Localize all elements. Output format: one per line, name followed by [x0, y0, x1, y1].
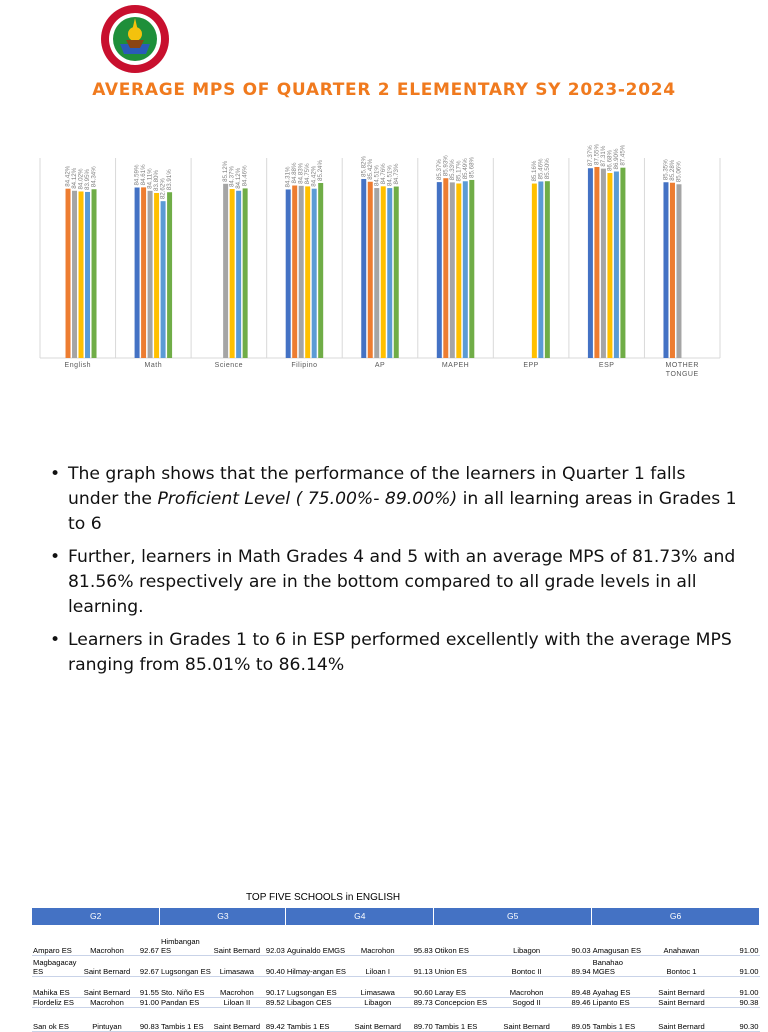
table-row [32, 976, 760, 997]
data-label: 83.95% [84, 168, 92, 190]
bar [620, 168, 625, 358]
bar [141, 187, 146, 358]
data-label: 84.46% [241, 165, 249, 187]
data-label: 85.50% [543, 158, 551, 180]
bar [79, 191, 84, 358]
bar [607, 173, 612, 358]
district-cell: Sogod II [492, 997, 562, 1007]
mps-score-cell: 89.94 [562, 955, 592, 976]
data-label: 84.42% [64, 165, 72, 187]
data-label: 84.31% [284, 166, 292, 188]
bar [588, 168, 593, 358]
mps-score-cell: 89.52 [262, 997, 286, 1007]
data-label: 87.31% [599, 145, 607, 167]
district-cell: Macrohon [82, 925, 132, 955]
header-g5: G5 [434, 908, 592, 925]
mps-score-cell: 92.03 [262, 925, 286, 955]
data-label: 85.82% [360, 155, 368, 177]
data-label: 84.51% [386, 165, 394, 187]
bar [92, 189, 97, 358]
bar [614, 171, 619, 358]
school-name-cell: Pandan ES [160, 997, 212, 1007]
category-label: MOTHER [665, 362, 699, 369]
mps-score-cell: 90.40 [262, 955, 286, 976]
data-label: 85.28% [668, 159, 676, 181]
district-cell: Limasawa [348, 976, 408, 997]
mps-score-cell: 89.70 [408, 1007, 434, 1031]
bar [148, 191, 153, 358]
data-label: 85.33% [448, 159, 456, 181]
proficient-level-text: Proficient Level ( 75.00%- 89.00%) [157, 489, 458, 509]
data-label: 87.45% [619, 144, 627, 166]
district-cell: Saint Bernard [82, 955, 132, 976]
district-cell: Pintuyan [82, 1007, 132, 1031]
district-cell: Macrohon [82, 997, 132, 1007]
category-label: AP [374, 362, 386, 369]
school-name-cell: Tambis 1 ES [160, 1007, 212, 1031]
bar [670, 183, 675, 358]
mps-score-cell: 89.46 [562, 997, 592, 1007]
data-label: 85.24% [317, 160, 325, 182]
finding-text-end: in all learning areas in Grades 1 to 6 [68, 489, 737, 534]
data-label: 84.34% [90, 166, 98, 188]
bar [312, 189, 317, 358]
data-label: 85.49% [461, 158, 469, 180]
data-label: 84.59% [133, 164, 141, 186]
district-cell: Liloan I [348, 955, 408, 976]
data-label: 84.75% [304, 163, 312, 185]
data-label: 84.88% [291, 162, 299, 184]
bar [594, 167, 599, 358]
district-cell: Macrohon [492, 976, 562, 997]
data-label: 85.35% [662, 159, 670, 181]
mps-score-cell: 89.05 [562, 1007, 592, 1031]
table-row [32, 997, 760, 1007]
mps-bar-chart [0, 140, 768, 380]
school-name-cell: Tambis 1 ES [286, 1007, 348, 1031]
school-name-cell: Amagusan ES [592, 925, 644, 955]
school-name-cell: Flordeliz ES [32, 997, 82, 1007]
mps-score-cell: 89.42 [262, 1007, 286, 1031]
findings-list [50, 462, 740, 686]
mps-score-cell: 91.00 [719, 955, 759, 976]
mps-score-cell: 90.60 [408, 976, 434, 997]
school-name-cell: Union ES [434, 955, 492, 976]
bar [305, 186, 310, 358]
bar [361, 179, 366, 358]
header-g6: G6 [592, 908, 760, 925]
top-schools-table [32, 908, 760, 1032]
mps-score-cell: 91.13 [408, 955, 434, 976]
data-label: 85.12% [222, 160, 230, 182]
mps-score-cell: 90.38 [719, 997, 759, 1007]
school-name-cell: Mahika ES [32, 976, 82, 997]
data-label: 84.42% [310, 165, 318, 187]
category-label: Filipino [291, 362, 318, 369]
mps-score-cell: 90.17 [262, 976, 286, 997]
district-cell: Liloan II [212, 997, 262, 1007]
district-cell: Libagon [348, 997, 408, 1007]
bar [463, 181, 468, 358]
bar [676, 184, 681, 358]
district-cell: Bontoc 1 [644, 955, 720, 976]
district-cell: Anahawan [644, 925, 720, 955]
mps-score-cell: 95.83 [408, 925, 434, 955]
header-g4: G4 [286, 908, 434, 925]
mps-score-cell: 92.67 [132, 925, 160, 955]
bar [456, 183, 461, 358]
school-name-cell: Libagon CES [286, 997, 348, 1007]
school-name-cell: Magbagacay ES [32, 955, 82, 976]
mps-score-cell: 91.00 [719, 976, 759, 997]
bullet-icon: • [50, 547, 61, 567]
bar [236, 191, 241, 358]
school-name-cell: Ayahag ES [592, 976, 644, 997]
category-label: Math [144, 362, 163, 369]
bar [368, 182, 373, 358]
mps-score-cell: 90.83 [132, 1007, 160, 1031]
bar [154, 193, 159, 358]
bar [135, 188, 140, 358]
table-row [32, 1007, 760, 1031]
data-label: 86.90% [612, 148, 620, 170]
bar [469, 180, 474, 358]
data-label: 86.68% [606, 150, 614, 172]
bar [663, 182, 668, 358]
school-name-cell: Lugsongan ES [160, 955, 212, 976]
page-title: AVERAGE MPS OF QUARTER 2 ELEMENTARY SY 2023-2024 [92, 80, 676, 100]
bar [66, 189, 71, 358]
data-label: 84.83% [297, 162, 305, 184]
district-cell: Saint Bernard [644, 997, 720, 1007]
bar [299, 186, 304, 358]
data-label: 84.02% [77, 168, 85, 190]
mps-score-cell: 91.00 [719, 925, 759, 955]
bar [381, 186, 386, 358]
finding-item [50, 628, 740, 678]
data-label: 83.91% [166, 169, 174, 191]
finding-item [50, 462, 740, 537]
data-label: 84.37% [228, 166, 236, 188]
data-label: 85.46% [537, 158, 545, 180]
finding-text: Learners in Grades 1 to 6 in ESP performed excellently with the average MPS ranging from 85.01% to 86.14% [68, 630, 732, 675]
mps-score-cell: 89.48 [562, 976, 592, 997]
finding-item [50, 545, 740, 620]
data-label: 85.17% [455, 160, 463, 182]
district-cell: Saint Bernard [212, 925, 262, 955]
data-label: 85.42% [366, 158, 374, 180]
school-name-cell: Tambis 1 ES [434, 1007, 492, 1031]
school-name-cell: Banahao MGES [592, 955, 644, 976]
bar [243, 188, 248, 358]
data-label: 85.93% [442, 155, 450, 177]
data-label: 84.73% [392, 163, 400, 185]
district-cell: Saint Bernard [348, 1007, 408, 1031]
district-cell: Libagon [492, 925, 562, 955]
district-cell: Limasawa [212, 955, 262, 976]
bar [318, 183, 323, 358]
district-cell: Saint Bernard [492, 1007, 562, 1031]
bar [437, 182, 442, 358]
bar [443, 178, 448, 358]
data-label: 84.76% [379, 163, 387, 185]
data-label: 87.37% [586, 145, 594, 167]
bar [374, 188, 379, 358]
category-label: TONGUE [665, 371, 699, 378]
district-cell: Saint Bernard [82, 976, 132, 997]
bar [394, 187, 399, 358]
mps-score-cell: 92.67 [132, 955, 160, 976]
school-name-cell: Sto. Niño ES [160, 976, 212, 997]
finding-text: Further, learners in Math Grades 4 and 5 with an average MPS of 81.73% and 81.56% respectively are in the bottom compared to all grade levels in all learning. [68, 547, 736, 617]
finding-text: The graph shows that the performance of the learners in Quarter 1 falls under the [68, 464, 686, 509]
school-name-cell: Hilmay-angan ES [286, 955, 348, 976]
bar [532, 184, 537, 358]
bar [538, 181, 543, 358]
category-label: Science [214, 362, 244, 369]
school-name-cell: Lugsongan ES [286, 976, 348, 997]
bullet-icon: • [50, 464, 61, 484]
bullet-icon: • [50, 630, 61, 650]
table-row [32, 925, 760, 955]
district-cell: Saint Bernard [644, 1007, 720, 1031]
category-label: ESP [598, 362, 615, 369]
bar [545, 181, 550, 358]
mps-score-cell: 91.00 [132, 997, 160, 1007]
district-cell: Macrohon [348, 925, 408, 955]
school-name-cell: Concepcion ES [434, 997, 492, 1007]
data-label: 82.62% [159, 178, 167, 200]
data-label: 84.12% [235, 167, 243, 189]
header-g2: G2 [32, 908, 160, 925]
table-header-row [32, 908, 760, 925]
data-label: 85.68% [468, 156, 476, 178]
district-cell: Saint Bernard [644, 976, 720, 997]
school-name-cell: San ok ES [32, 1007, 82, 1031]
bar [292, 185, 297, 358]
header-g3: G3 [160, 908, 286, 925]
school-name-cell: Laray ES [434, 976, 492, 997]
category-label: English [64, 362, 92, 369]
district-cell: Saint Bernard [212, 1007, 262, 1031]
mps-score-cell: 90.03 [562, 925, 592, 955]
bar [223, 184, 228, 358]
table-caption: TOP FIVE SCHOOLS in ENGLISH [246, 892, 401, 903]
mps-score-cell: 91.55 [132, 976, 160, 997]
district-cell: Macrohon [212, 976, 262, 997]
division-seal-logo [100, 4, 170, 74]
school-name-cell: Amparo ES [32, 925, 82, 955]
bar [161, 201, 166, 358]
bar [72, 191, 77, 358]
school-name-cell: Aguinaldo EMGS [286, 925, 348, 955]
school-name-cell: Otikon ES [434, 925, 492, 955]
bar [85, 192, 90, 358]
data-label: 85.06% [675, 161, 683, 183]
bar [286, 189, 291, 358]
bar [450, 182, 455, 358]
category-label: EPP [523, 362, 539, 369]
data-label: 84.61% [140, 164, 148, 186]
mps-score-cell: 90.30 [719, 1007, 759, 1031]
bar [230, 189, 235, 358]
school-name-cell: Himbangan ES [160, 925, 212, 955]
data-label: 84.11% [146, 168, 154, 189]
data-label: 85.37% [435, 159, 443, 181]
bar [601, 169, 606, 358]
bar [167, 192, 172, 358]
data-label: 83.80% [153, 169, 161, 191]
school-name-cell: Lipanto ES [592, 997, 644, 1007]
school-name-cell: Tambis 1 ES [592, 1007, 644, 1031]
district-cell: Bontoc II [492, 955, 562, 976]
bar [387, 188, 392, 358]
table-row [32, 955, 760, 976]
data-label: 84.12% [71, 167, 79, 189]
data-label: 87.55% [593, 143, 601, 165]
data-label: 84.51% [373, 165, 381, 187]
mps-score-cell: 89.73 [408, 997, 434, 1007]
category-label: MAPEH [441, 362, 470, 369]
data-label: 85.16% [530, 160, 538, 182]
